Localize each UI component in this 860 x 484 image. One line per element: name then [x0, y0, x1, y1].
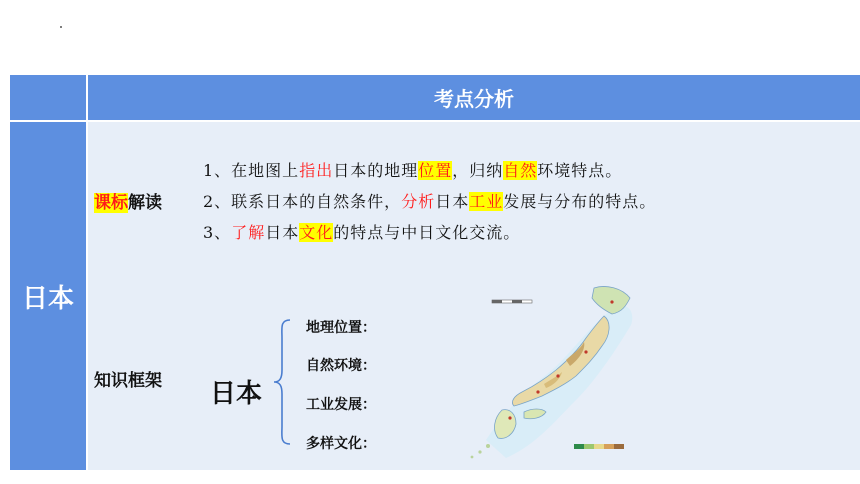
objective-keyword: 了解	[231, 223, 266, 242]
objective-keyword: 指出	[299, 161, 334, 180]
kebiao-highlight: 课标	[94, 193, 128, 213]
map-legend-icon	[574, 444, 624, 449]
framework-item-culture: 多样文化：	[306, 436, 376, 452]
objective-keyword: 文化	[299, 223, 334, 242]
objective-2	[203, 189, 656, 212]
objective-keyword: 位置	[418, 161, 453, 180]
objective-text: 日本的地理	[333, 161, 419, 180]
framework-item-industry: 工业发展：	[306, 397, 376, 413]
japan-map-image	[426, 280, 642, 464]
kebiao-rest: 解读	[128, 193, 162, 213]
framework-label: 知识框架	[94, 371, 162, 391]
objective-text: 1、在地图上	[203, 161, 300, 180]
objective-keyword: 自然	[503, 161, 538, 180]
objective-keyword: 工业	[469, 192, 504, 211]
header-corner-cell	[10, 75, 86, 120]
framework-item-location: 地理位置：	[306, 320, 376, 336]
decorative-dot	[60, 26, 62, 28]
objective-text: 2、联系日本的自然条件，	[203, 192, 402, 211]
objective-text: 环境特点。	[537, 161, 623, 180]
objective-text: 日本	[435, 192, 470, 211]
objective-3	[203, 220, 520, 243]
objective-text: 的特点与中日文化交流。	[333, 223, 521, 242]
framework-center: 日本	[210, 379, 263, 409]
side-label: 日本	[10, 122, 86, 470]
kebiao-label	[94, 188, 162, 213]
framework-item-nature: 自然环境：	[306, 358, 376, 374]
objective-text: 日本	[265, 223, 300, 242]
scale-bar-icon	[492, 300, 532, 303]
objective-keyword: 分析	[401, 192, 436, 211]
header-title: 考点分析	[88, 75, 860, 120]
objective-text: ，归纳	[452, 161, 504, 180]
objective-text: 发展与分布的特点。	[503, 192, 657, 211]
objective-text: 3、	[203, 223, 232, 242]
brace-icon	[272, 318, 292, 446]
objective-1	[203, 158, 622, 181]
